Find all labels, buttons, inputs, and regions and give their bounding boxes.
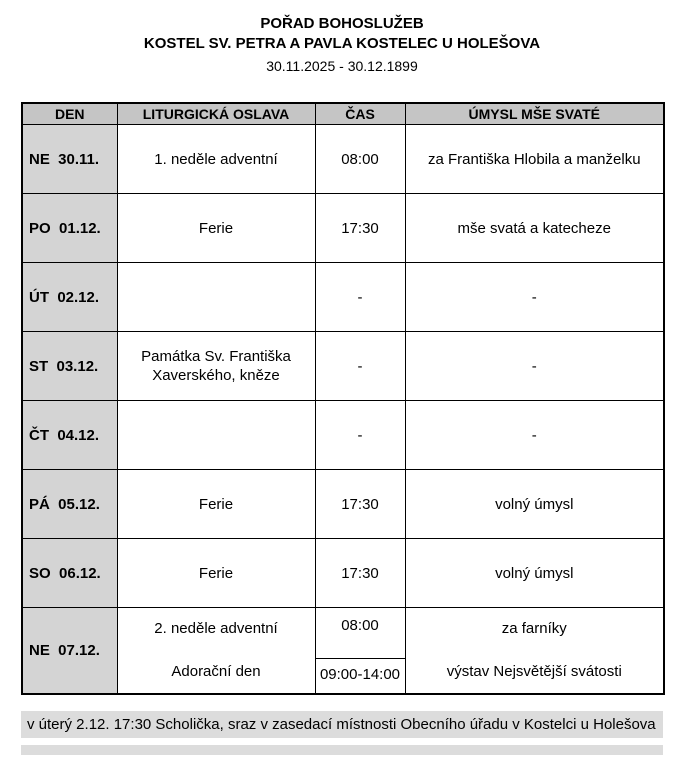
umysl-cell: [405, 332, 664, 401]
umysl-line: výstav Nejsvětější svátosti: [446, 663, 622, 681]
umysl-line: volný úmysl: [495, 495, 574, 513]
umysl-line: -: [531, 426, 537, 444]
umysl-line: mše svatá a katecheze: [457, 219, 611, 237]
oslava-cell: [117, 539, 315, 608]
umysl-cell: [405, 470, 664, 539]
table-row: [22, 401, 664, 470]
day-cell: PO 01.12.: [22, 194, 117, 263]
table-row: [22, 194, 664, 263]
day-cell: PÁ 05.12.: [22, 470, 117, 539]
umysl-line: volný úmysl: [495, 564, 574, 582]
table-row: [22, 332, 664, 401]
cas-cell: [315, 194, 405, 263]
table-row: [22, 608, 664, 694]
document-header: [21, 14, 663, 76]
umysl-cell: [405, 263, 664, 332]
cas-line: 08:00: [341, 150, 379, 168]
cas-cell: [315, 608, 405, 694]
col-header-umysl-mse-svate: ÚMYSL MŠE SVATÉ: [405, 103, 664, 125]
oslava-line: Adorační den: [171, 663, 261, 681]
oslava-line: 1. neděle adventní: [154, 150, 278, 168]
oslava-line: Památka Sv. Františka Xaverského, kněze: [141, 348, 291, 384]
oslava-cell: [117, 194, 315, 263]
oslava-cell: [117, 401, 315, 470]
umysl-line: -: [531, 357, 537, 375]
col-header-den: DEN: [22, 103, 117, 125]
day-cell: NE 30.11.: [22, 125, 117, 194]
oslava-line: Ferie: [198, 495, 234, 513]
umysl-line: -: [531, 288, 537, 306]
day-cell: SO 06.12.: [22, 539, 117, 608]
cas-cell: [315, 470, 405, 539]
footer-note-text: v úterý 2.12. 17:30 Scholička, sraz v zasedací místnosti Obecního úřadu v Kostelci u Holešova: [27, 715, 656, 733]
oslava-cell: [117, 470, 315, 539]
cas-cell: [315, 401, 405, 470]
schedule-table: [21, 102, 665, 695]
church-name: KOSTEL SV. PETRA A PAVLA KOSTELEC U HOLEŠOVA: [143, 35, 541, 52]
oslava-cell: [117, 125, 315, 194]
footer-note: [21, 711, 663, 738]
cas-cell: [315, 125, 405, 194]
col-header-cas: ČAS: [315, 103, 405, 125]
oslava-line: Ferie: [198, 219, 234, 237]
cas-line: -: [357, 357, 363, 375]
day-cell: ÚT 02.12.: [22, 263, 117, 332]
table-row: [22, 263, 664, 332]
oslava-line: [118, 296, 315, 298]
oslava-line: Ferie: [198, 564, 234, 582]
schedule-table-body: [22, 125, 664, 694]
cas-line: 09:00-14:00: [316, 658, 405, 685]
oslava-cell: [117, 608, 315, 694]
document-title: POŘAD BOHOSLUŽEB: [260, 15, 424, 32]
table-row: [22, 470, 664, 539]
document-page: [21, 0, 663, 755]
cas-line: 17:30: [341, 495, 379, 513]
table-row: [22, 125, 664, 194]
cas-line: 08:00: [341, 617, 379, 635]
cas-cell: [315, 332, 405, 401]
cas-cell: [315, 539, 405, 608]
day-cell: NE 07.12.: [22, 608, 117, 694]
oslava-cell: [117, 332, 315, 401]
cas-line: -: [357, 426, 363, 444]
umysl-line: za farníky: [501, 620, 567, 638]
cas-cell: [315, 263, 405, 332]
oslava-line: [118, 434, 315, 436]
cutoff-note-strip: [21, 745, 663, 755]
oslava-cell: [117, 263, 315, 332]
table-header-row: [22, 103, 664, 125]
umysl-cell: [405, 608, 664, 694]
table-row: [22, 539, 664, 608]
col-header-liturgicka-oslava: LITURGICKÁ OSLAVA: [117, 103, 315, 125]
umysl-cell: [405, 539, 664, 608]
oslava-line: 2. neděle adventní: [154, 620, 278, 638]
umysl-cell: [405, 194, 664, 263]
cas-line: 17:30: [341, 564, 379, 582]
cas-line: 17:30: [341, 219, 379, 237]
umysl-line: za Františka Hlobila a manželku: [427, 150, 641, 168]
day-cell: ST 03.12.: [22, 332, 117, 401]
umysl-cell: [405, 401, 664, 470]
date-range: 30.11.2025 - 30.12.1899: [266, 58, 418, 74]
day-cell: ČT 04.12.: [22, 401, 117, 470]
cas-line: -: [357, 288, 363, 306]
umysl-cell: [405, 125, 664, 194]
